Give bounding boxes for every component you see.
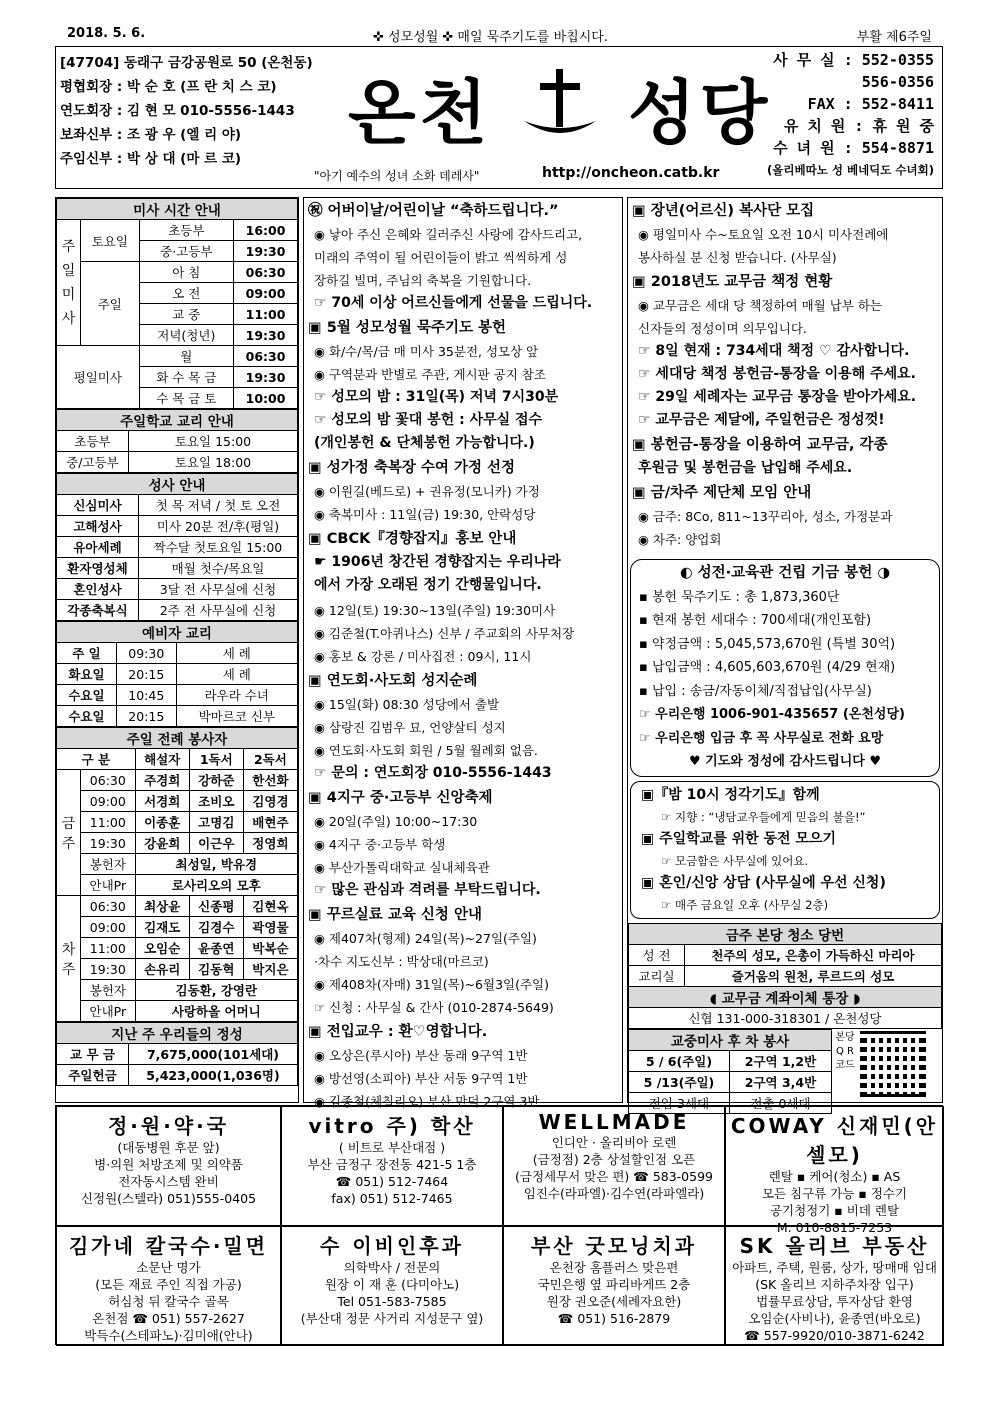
council-president: 평협회장 : 박 순 호 (프 란 치 스 코) (60, 79, 277, 95)
section-heading: ▣ CBCK『경향잡지』홍보 안내 (308, 531, 517, 547)
ad-line: 인디안 · 올리비아 로렌 (551, 1135, 677, 1150)
ad-line: 원장 권오준(세례자요한) (546, 1294, 682, 1309)
notice-detail: ☞ 매주 금요일 오후 (사무실 2층) (661, 897, 829, 912)
section-item: ◉ 부산가톨릭대학교 실내체육관 (314, 860, 490, 875)
section-item: ◉ 금주: 8Co, 811~13꾸리아, 성소, 가정분과 (638, 509, 893, 524)
ad-7 (503, 1226, 725, 1346)
right-column (627, 197, 943, 1111)
section-item: ◉ 홍보 & 강론 / 미사집전 : 09시, 11시 (314, 649, 532, 664)
servers-table: 주일 전례 봉사자 구 분 해설자 1독서 2독서 금주 06:30 주경희 강하준 한선화 09:00 서경희 조비오 김영경 11:00 이종훈 고명김 배현주 19:30 강윤희 이근우 정영희 봉헌자 최성일, 박유경 안내Pr 로사리오의 모후 차주 06:30 최상윤 신종평 김현옥 09:00 김재도 김경수 곽영물 11:00 오임순 윤종연 박복순 19:30 손유리 김동혁 박지은 봉헌자 김동환, 강영란 안내Pr 사랑하올 어머니 (56, 727, 298, 1022)
notice-detail: ☞ 모금함은 사무실에 있어요. (661, 853, 809, 868)
liturgical-week: 부활 제6주일 (856, 30, 932, 45)
section-item: ◉ 낳아 주신 은혜와 길러주신 사랑에 감사드리고, (314, 227, 583, 242)
ad-line: Tel 051-583-7585 (337, 1294, 447, 1309)
section-heading: ▣ 금/차주 제단체 모임 안내 (632, 485, 812, 501)
ad-8 (725, 1226, 944, 1346)
section-highlight: ☞ 성모의 밤 : 31일(목) 저녁 7시30분 (314, 389, 559, 405)
ad-line: 아파트, 주택, 원룸, 상가, 땅매매 임대 (732, 1260, 937, 1275)
section-item: ◉ 차주: 양업회 (638, 532, 722, 547)
ad-line: 온천점 ☎ 051) 557-2627 (92, 1311, 245, 1326)
sacrament-table: 성사 안내 신심미사 첫 목 저녁 / 첫 토 오전 고해성사 미사 20분 전/후(평일) 유아세례 짝수달 첫토요일 15:00 환자영성체 매월 첫수/목요일 혼인성사 3달 전 사무실에 신청 각종축복식 2주 전 사무실에 신청 (56, 473, 298, 621)
section-item: ◉ 20일(주일) 10:00~17:30 (314, 814, 478, 829)
section-item: ◉ 김준철(T.아퀴나스) 신부 / 주교회의 사무처장 (314, 626, 575, 641)
section-item: ◉ 축복미사 : 11일(금) 19:30, 안락성당 (314, 507, 536, 522)
section-item: ·차수 지도신부 : 박상대(마르코) (314, 954, 489, 969)
building-fund-box: ◐ 성전·교육관 건립 기금 봉헌 ◑ ▪ 봉헌 묵주기도 : 총 1,873,360단 ▪ 현재 봉헌 세대수 : 700세대(개인포함) ▪ 약정금액 : 5,045,573,670원 (특별 30억) ▪ 납입금액 : 4,605,603,670원 (4/29 현재) ▪ 납입 : 송금/자동이체/직접납입(사무실) ☞ 우리은행 1006-901-435657 (온천성당) ☞ 우리은행 입금 후 꼭 사무실로 전화 요망 ♥ 기도와 정성에 감사드립니다 ♥ (630, 559, 940, 777)
ad-title: 수 이비인후과 (320, 1234, 464, 1258)
section-item: ◉ 평일미사 수~토요일 오전 10시 미사전례에 (638, 227, 889, 242)
section-item: ◉ 이원길(베드로) + 권유정(모니카) 가정 (314, 484, 540, 499)
middle-section (308, 200, 618, 315)
section-heading: ▣ 2018년도 교무금 책정 현황 (632, 274, 833, 290)
fund-line: ☞ 우리은행 1006-901-435657 (온천성당) (639, 707, 905, 722)
qr-label: 본당 Q R 코드 (835, 1031, 855, 1071)
fund-line: ▪ 납입금액 : 4,605,603,670원 (4/29 현재) (639, 660, 896, 675)
convent: (올리베따노 성 베네딕도 수녀회) (767, 163, 934, 177)
notice-heading: ▣『밤 10시 정각기도』함께 (641, 786, 820, 803)
section-item: ◉ 방선영(소피아) 부산 서동 9구역 1반 (314, 1071, 528, 1086)
ad-line: 허심청 뒤 칼국수 골목 (108, 1294, 229, 1309)
pastor: 주임신부 : 박 상 대 (마 르 코) (60, 151, 242, 167)
ad-6 (281, 1226, 503, 1346)
section-highlight: ☞ 29일 세례자는 교무금 통장을 받아가세요. (638, 389, 917, 405)
section-heading: ㊗ 어버이날/어린이날 “축하드립니다.” (308, 203, 559, 219)
ad-line: (모든 재료 주인 직접 가공) (95, 1277, 242, 1292)
catechumen-table: 예비자 교리 주 일 09:30 세 례 화요일 20:15 세 례 수요일 10:45 라우라 수녀 수요일 20:15 박마르코 신부 (56, 621, 298, 727)
ad-line: 신정원(스텔라) 051)555-0405 (80, 1191, 257, 1206)
ad-line: (부산대 정문 사거리 지성문구 옆) (300, 1311, 484, 1326)
section-highlight: ☞ 교무금은 제달에, 주일헌금은 정성껏! (638, 412, 885, 428)
section-highlight: 후원금 및 봉헌금을 납입해 주세요. (638, 460, 853, 476)
ad-line: 전자동시스템 완비 (118, 1174, 219, 1189)
ad-line: 소문난 명가 (136, 1260, 201, 1275)
section-heading: ▣ 전입교우 : 환♡영합니다. (308, 1024, 488, 1040)
issue-date: 2018. 5. 6. (67, 26, 146, 41)
fund-line: ▪ 봉헌 묵주기도 : 총 1,873,360단 (639, 589, 840, 605)
ad-1 (56, 1106, 281, 1226)
fund-line: ♥ 기도와 정성에 감사드립니다 ♥ (688, 754, 882, 769)
ad-line: 병·의원 처방조제 및 의약품 (94, 1157, 243, 1172)
top-header (55, 26, 940, 44)
ad-line: ( 비트로 부산대점 ) (338, 1140, 446, 1155)
middle-section (308, 317, 618, 455)
notice-heading: ▣ 혼인/신앙 상담 (사무실에 우선 신청) (641, 874, 886, 891)
section-highlight: ☞ 성모의 밤 꽃대 봉헌 : 사무실 접수 (314, 412, 543, 428)
ad-line: 렌탈 ▪ 케어(청소) ▪ AS (768, 1169, 901, 1184)
ad-5 (56, 1226, 281, 1346)
middle-section (308, 1021, 618, 1113)
assistant-priest: 보좌신부 : 조 광 우 (엘 리 야) (60, 127, 242, 143)
fund-line: ▪ 약정금액 : 5,045,573,670원 (특별 30억) (639, 636, 896, 652)
cross-logo-icon (520, 63, 600, 143)
section-highlight: (개인봉헌 & 단체봉헌 가능합니다.) (314, 435, 535, 451)
ad-line: 모든 침구류 가능 ▪ 정수기 (761, 1186, 908, 1201)
coffee-service: 교중미사 후 차 봉사 5 / 6(주일) 2구역 1,2반 5 /13(주일) 2구역 3,4반 전입 3세대 전출 0세대 본당 Q R 코드 (628, 1029, 942, 1113)
section-highlight: ☞ 70세 이상 어르신들에게 선물을 드립니다. (314, 295, 593, 311)
mass-title: 미사 시간 안내 (57, 199, 298, 220)
ad-line: fax) 051) 512-7465 (331, 1191, 453, 1206)
ad-line: 임진수(라파엘)·김수연(라파엘라) (523, 1186, 705, 1201)
section-item: 미래의 주역이 될 어린이들이 밝고 씩씩하게 성 (314, 250, 568, 265)
ad-line: ☎ 051) 512-7464 (335, 1174, 449, 1189)
account-number: 신협 131-000-318301 / 온천성당 (629, 1007, 942, 1028)
section-item: ◉ 구역분과 반별로 주관, 게시판 공지 참조 (314, 367, 546, 382)
ad-line: 박득수(스테파노)·김미애(안나) (84, 1328, 253, 1343)
section-item: ◉ 연도회·사도회 회원 / 5월 월례회 없음. (314, 743, 538, 758)
ad-3 (503, 1106, 725, 1226)
address: [47704] 동래구 금강공원로 50 (온천동) (60, 55, 313, 71)
section-heading: ▣ 장년(어르신) 복사단 모집 (632, 203, 815, 219)
fund-line: ☞ 우리은행 입금 후 꼭 사무실로 전화 요망 (639, 730, 884, 746)
ad-line: 오임순(사비나), 윤종연(바오로) (748, 1311, 921, 1326)
section-item: ◉ 화/수/목/금 매 미사 35분전, 성모상 앞 (314, 344, 539, 359)
weekday-mass-label: 평일미사 (57, 346, 140, 409)
masthead (55, 46, 943, 189)
section-heading: ▣ 성가정 축복장 수여 가정 선정 (308, 460, 516, 476)
ad-2 (281, 1106, 503, 1226)
section-highlight: ☞ 문의 : 연도회장 010-5556-1443 (314, 765, 552, 781)
cleaning-table: 금주 본당 청소 당번 성 전 천주의 성모, 은총이 가득하신 마리아 교리실 즐거움의 원천, 루르드의 성모 ◖ 교무금 계좌이체 통장 ◗ 신협 131-000-318301 / 온천성당 (628, 923, 942, 1029)
ad-line: 국민은행 옆 파리바게뜨 2층 (537, 1277, 691, 1292)
ad-title: 부산 굿모닝치과 (530, 1234, 698, 1258)
section-heading: ▣ 4지구 중·고등부 신앙축제 (308, 790, 493, 806)
sunday-school-table: 주일학교 교리 안내 초등부 토요일 15:00 중/고등부 토요일 18:00 (56, 409, 298, 473)
fund-line: ▪ 현재 봉헌 세대수 : 700세대(개인포함) (639, 613, 872, 628)
section-item: ◉ 12일(토) 19:30~13일(주일) 19:30미사 (314, 603, 556, 618)
right-section (632, 200, 938, 269)
fund-line: ▪ 납입 : 송금/자동이체/직접납입(사무실) (639, 683, 872, 699)
section-heading: ▣ 연도회·사도회 성지순례 (308, 673, 478, 689)
section-item: ◉ 제408차(자매) 31일(목)~6월3일(주일) (314, 977, 550, 992)
section-item: 봉사하실 분 신청 받습니다. (사무실) (638, 250, 837, 265)
section-heading: ▣ 봉헌금-통장을 이용하여 교무금, 각종 (632, 437, 888, 453)
ad-line: 온천장 홈플러스 맞은편 (549, 1260, 679, 1275)
ad-line: 원장 이 재 훈 (다미아노) (324, 1277, 460, 1292)
ad-4 (725, 1106, 944, 1235)
section-highlight: ☞ 세대당 책정 봉헌금-통장을 이용해 주세요. (638, 366, 916, 382)
ad-line: ☎ 557-9920/010-3871-6242 (744, 1328, 925, 1343)
qr-code-icon[interactable] (860, 1031, 926, 1101)
section-item: ◉ 제407차(형제) 24일(목)~27일(주일) (314, 931, 537, 946)
ad-line: 의학박사 / 전문의 (343, 1260, 441, 1275)
section-item: ◉ 15일(화) 08:30 성당에서 출발 (314, 697, 500, 712)
middle-section (308, 528, 618, 597)
ad-line: (대동병원 후문 앞) (117, 1140, 220, 1155)
ad-title: SK 올리브 부동산 (739, 1234, 930, 1258)
ad-line: ☎ 051) 516-2879 (557, 1311, 671, 1326)
ad-line: 부산 금정구 장전동 421-5 1층 (307, 1157, 477, 1172)
middle-section (308, 787, 618, 902)
ad-line: (금정점) 2층 상설할인점 오픈 (532, 1152, 696, 1167)
section-highlight: ☞ 많은 관심과 격려를 부탁드립니다. (314, 882, 541, 898)
ad-line: M. 010-8815-7253 (776, 1220, 893, 1235)
ad-title: 정·원·약·국 (107, 1114, 230, 1138)
ad-line: 법률무료상담, 투자상담 환영 (756, 1294, 913, 1309)
middle-section (308, 457, 618, 526)
section-item: ◉ 교무금은 세대 당 책정하여 매월 납부 하는 (638, 298, 882, 313)
right-section (632, 271, 938, 432)
section-highlight: 에서 가장 오래된 정기 간행물입니다. (314, 577, 542, 593)
middle-section (308, 670, 618, 785)
section-item: ◉ 삼랑진 김범우 묘, 언양살티 성지 (314, 720, 506, 735)
middle-column (303, 197, 623, 1109)
funeral-president: 연도회장 : 김 현 모 010-5556-1443 (60, 103, 295, 119)
offering-table: 지난 주 우리들의 정성 교 무 금 7,675,000(101세대) 주일헌금 5,423,000(1,036명) (56, 1022, 298, 1086)
ad-line: (SK 올리브 지하주차장 입구) (755, 1277, 914, 1292)
section-item: 장하길 빌며, 주님의 축복을 기원합니다. (314, 273, 532, 288)
notices-box (630, 781, 940, 919)
section-highlight: ☛ 1906년 창간된 경향잡지는 우리나라 (314, 554, 561, 570)
notice-heading: ▣ 주일학교를 위한 동전 모으기 (641, 830, 837, 847)
contact-phones: 사 무 실 : 552-0355 556-0356 FAX : 552-8411 유 치 원 : 휴 원 중 수 녀 원 : 554-8871 (올리베따노 성 베네딕도 수녀회) (767, 49, 934, 181)
ads-section (55, 1105, 943, 1345)
section-item: ☞ 신청 : 사무실 & 간사 (010-2874-5649) (314, 1000, 554, 1015)
sunday-mass-label: 주일미사 (57, 220, 81, 346)
left-column (55, 197, 299, 1103)
patron-tagline: "아기 예수의 성녀 소화 데레사" (314, 169, 480, 183)
section-heading: ▣ 5월 성모성월 묵주기도 봉헌 (308, 320, 507, 336)
right-section (632, 434, 938, 480)
parish-title: 온천 성당 (348, 57, 771, 158)
ad-line: 공기청정기 ▪ 비데 렌탈 (769, 1203, 900, 1218)
mass-schedule-table: 미사 시간 안내 주일미사 토요일 초등부 16:00 중·고등부 19:30 주일 아 침 06:30 오 전 09:00 교 중 11:00 저녁(청년) 19:30 평일미사 월 06:30 화 수 목 금 19:30 수 목 금 토 10:00 (56, 198, 298, 409)
section-item: ◉ 4지구 중·고등부 학생 (314, 837, 446, 852)
right-section (632, 482, 938, 551)
ad-title: COWAY 신재민(안셀모) (730, 1114, 939, 1167)
motto: ✜ 성모성월 ✜ 매일 묵주기도를 바칩시다. (373, 30, 608, 45)
ad-title: vitro 주) 학산 (308, 1114, 476, 1138)
website-link[interactable]: http://oncheon.catb.kr (542, 165, 720, 181)
middle-section (308, 599, 618, 668)
parish-info (60, 51, 313, 171)
section-highlight: ☞ 8일 현재 : 734세대 책정 ♡ 감사합니다. (638, 343, 910, 359)
ad-line: (금정세무서 맞은 편) ☎ 583-0599 (515, 1169, 713, 1184)
section-item: ◉ 김종철(체칠리오) 부산 만덕 2구역 3반 (314, 1094, 540, 1109)
section-item: ◉ 오상은(루시아) 부산 동래 9구역 1반 (314, 1048, 528, 1063)
ad-title: 김가네 칼국수·밀면 (68, 1234, 269, 1258)
ad-title: WELLMADE (538, 1110, 690, 1134)
section-item: 신자들의 정성이며 의무입니다. (638, 321, 807, 336)
middle-section (308, 904, 618, 1019)
section-heading: ▣ 꾸르실료 교육 신청 안내 (308, 907, 482, 923)
notice-detail: ☞ 지향 : “냉담교우들에게 믿음의 불을!” (661, 809, 866, 824)
